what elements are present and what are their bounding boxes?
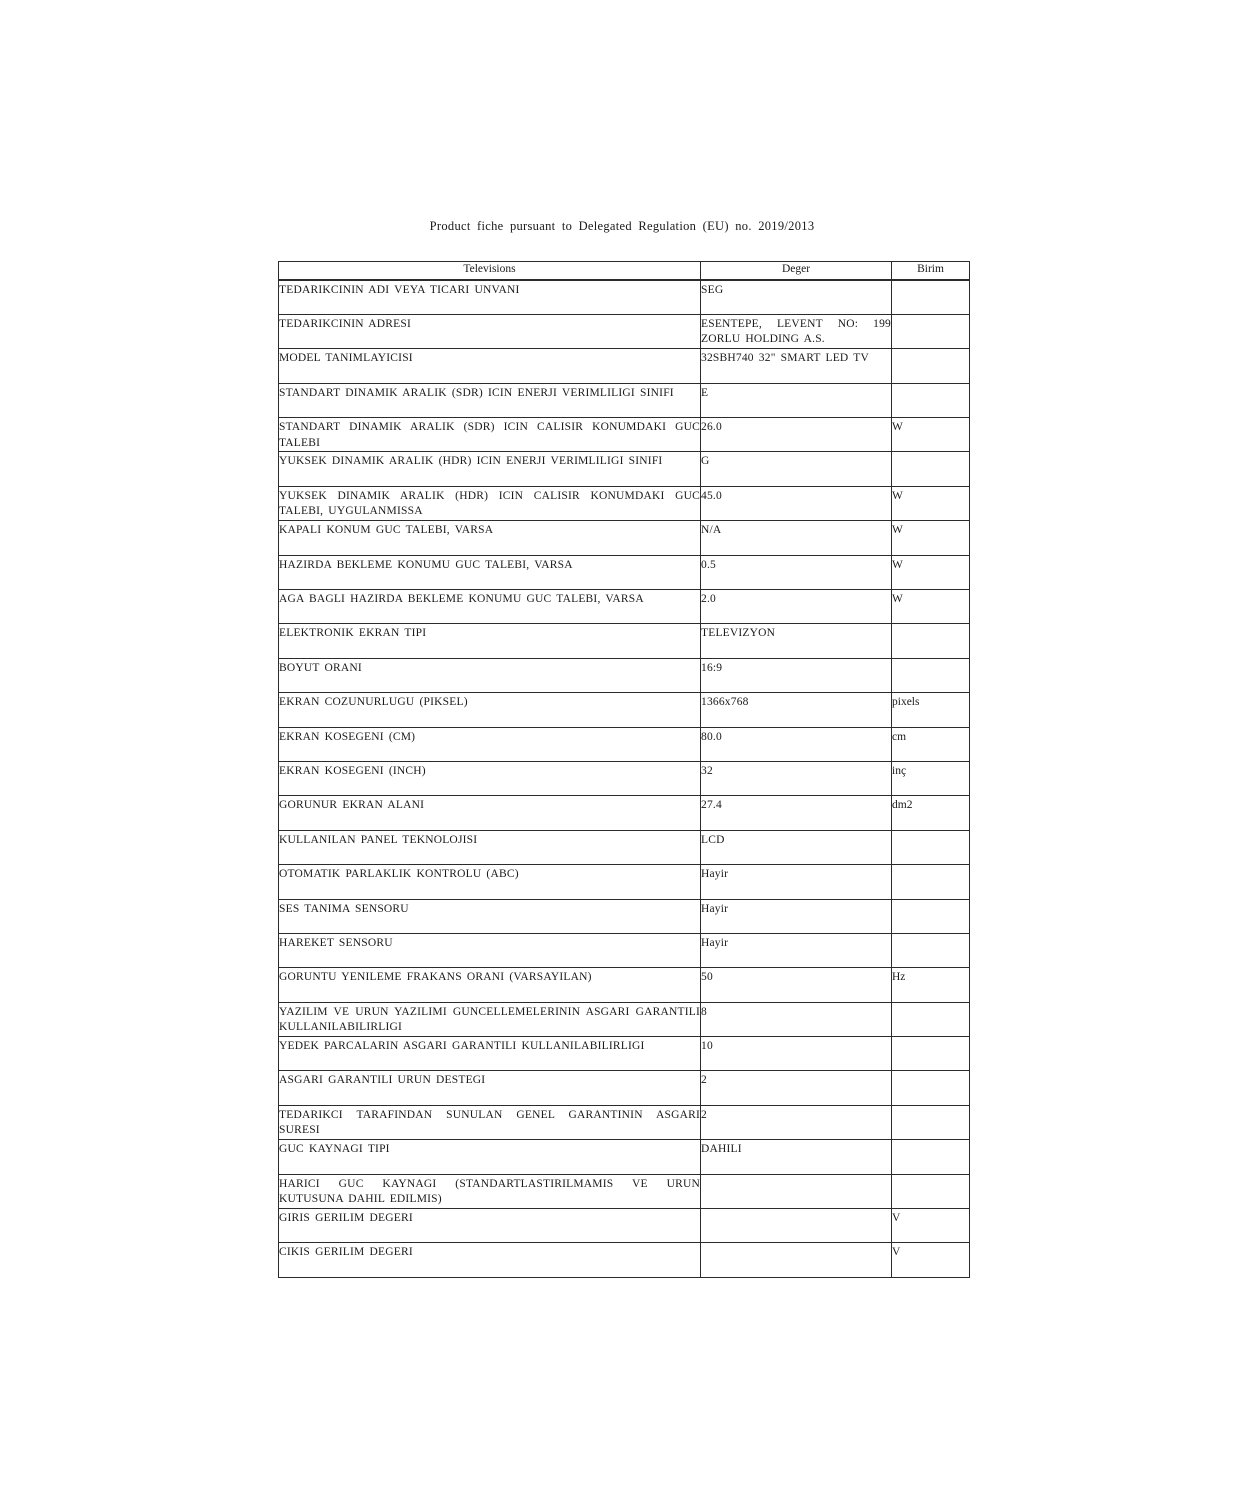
row-label — [279, 658, 701, 692]
row-label — [279, 1174, 701, 1208]
row-unit — [892, 1209, 970, 1243]
row-value — [701, 280, 892, 314]
row-value — [701, 1209, 892, 1243]
row-label — [279, 1002, 701, 1036]
table-row — [279, 452, 970, 486]
row-label-text: GUC KAYNAGI TIPI — [279, 1143, 390, 1156]
row-value-text: 16:9 — [701, 661, 723, 674]
row-label-text: SES TANIMA SENSORU — [279, 902, 409, 915]
row-label — [279, 452, 701, 486]
row-value-text: 32 — [701, 764, 713, 777]
row-value-text: 27.4 — [701, 799, 722, 812]
row-unit — [892, 624, 970, 658]
row-unit — [892, 1037, 970, 1071]
row-unit — [892, 486, 970, 520]
row-label-text: CIKIS GERILIM DEGERI — [279, 1246, 413, 1259]
row-value — [701, 796, 892, 830]
table-row — [279, 280, 970, 314]
row-label — [279, 796, 701, 830]
row-label-text: GORUNUR EKRAN ALANI — [279, 799, 425, 812]
row-label-text: STANDART DINAMIK ARALIK (SDR) ICIN ENERJI VERIMLILIGI SINIFI — [279, 386, 674, 399]
row-label — [279, 1105, 701, 1139]
row-unit-text — [892, 1140, 969, 1142]
table-row — [279, 349, 970, 383]
row-value — [701, 933, 892, 967]
row-unit — [892, 761, 970, 795]
row-unit-text — [892, 1003, 969, 1005]
row-unit — [892, 1174, 970, 1208]
row-label-text: HARICI GUC KAYNAGI (STANDARTLASTIRILMAMIS VE URUN KUTUSUNA DAHIL EDILMIS) — [279, 1177, 700, 1206]
row-unit-text: Hz — [892, 971, 906, 984]
row-unit — [892, 521, 970, 555]
row-label-text: YUKSEK DINAMIK ARALIK (HDR) ICIN CALISIR KONUMDAKI GUC TALEBI, UYGULANMISSA — [279, 489, 700, 518]
row-value-text: G — [701, 455, 710, 468]
table-row — [279, 933, 970, 967]
row-unit — [892, 1243, 970, 1277]
header-deger: Deger — [701, 262, 892, 281]
row-value-text: 2.0 — [701, 593, 716, 606]
row-label-text: OTOMATIK PARLAKLIK KONTROLU (ABC) — [279, 868, 519, 881]
table-row — [279, 1209, 970, 1243]
row-value — [701, 349, 892, 383]
row-value-text — [701, 1243, 891, 1245]
row-value-text: Hayir — [701, 902, 729, 915]
table-row — [279, 899, 970, 933]
row-value — [701, 1105, 892, 1139]
row-unit-text — [892, 900, 969, 902]
row-label-text: YEDEK PARCALARIN ASGARI GARANTILI KULLANILABILIRLIGI — [279, 1040, 645, 1053]
row-label — [279, 349, 701, 383]
row-unit — [892, 693, 970, 727]
row-label-text: KULLANILAN PANEL TEKNOLOJISI — [279, 833, 478, 846]
row-value-text: 45.0 — [701, 489, 722, 502]
row-unit-text — [892, 281, 969, 283]
row-label — [279, 521, 701, 555]
row-unit-text: W — [892, 558, 903, 571]
document-title: Product fiche pursuant to Delegated Regulation (EU) no. 2019/2013 — [429, 219, 815, 233]
row-label — [279, 693, 701, 727]
row-unit — [892, 1002, 970, 1036]
row-label — [279, 933, 701, 967]
row-label — [279, 590, 701, 624]
row-label-text: TEDARIKCI TARAFINDAN SUNULAN GENEL GARANTININ ASGARI SURESI — [279, 1108, 700, 1137]
table-row — [279, 624, 970, 658]
row-label-text: ASGARI GARANTILI URUN DESTEGI — [279, 1074, 486, 1087]
row-value-text: Hayir — [701, 936, 729, 949]
row-value — [701, 830, 892, 864]
row-label — [279, 830, 701, 864]
row-unit-text: V — [892, 1246, 901, 1259]
row-unit — [892, 899, 970, 933]
row-label — [279, 418, 701, 452]
row-label-text: KAPALI KONUM GUC TALEBI, VARSA — [279, 524, 494, 537]
row-value-text: LCD — [701, 833, 725, 846]
row-value-text — [701, 1175, 891, 1177]
row-unit-text: W — [892, 593, 903, 606]
row-label-text: YAZILIM VE URUN YAZILIMI GUNCELLEMELERININ ASGARI GARANTILI KULLANILABILIRLIGI — [279, 1005, 700, 1034]
row-value — [701, 383, 892, 417]
row-value-text: ESENTEPE, LEVENT NO: 199 ZORLU HOLDING A.S. — [701, 317, 891, 346]
row-value-text: Hayir — [701, 868, 729, 881]
row-unit — [892, 590, 970, 624]
row-unit-text — [892, 1106, 969, 1108]
row-unit — [892, 658, 970, 692]
row-unit — [892, 727, 970, 761]
row-value-text: 2 — [701, 1074, 707, 1087]
row-label-text: HAREKET SENSORU — [279, 936, 393, 949]
row-label-text: AGA BAGLI HAZIRDA BEKLEME KONUMU GUC TALEBI, VARSA — [279, 593, 644, 606]
row-value — [701, 1037, 892, 1071]
row-label-text: MODEL TANIMLAYICISI — [279, 352, 413, 365]
row-unit-text: pixels — [892, 696, 920, 709]
product-fiche-table — [278, 261, 970, 1278]
table-row — [279, 727, 970, 761]
row-unit-text: W — [892, 524, 903, 537]
row-label — [279, 314, 701, 348]
row-unit-text — [892, 1037, 969, 1039]
row-unit — [892, 314, 970, 348]
row-value — [701, 452, 892, 486]
table-row — [279, 418, 970, 452]
table-row — [279, 796, 970, 830]
row-unit-text — [892, 934, 969, 936]
row-unit — [892, 1105, 970, 1139]
row-unit — [892, 418, 970, 452]
row-unit — [892, 349, 970, 383]
row-unit — [892, 830, 970, 864]
row-unit-text — [892, 659, 969, 661]
header-birim: Birim — [892, 262, 970, 281]
row-value-text: 10 — [701, 1040, 713, 1053]
row-value-text: 50 — [701, 971, 713, 984]
row-label — [279, 1243, 701, 1277]
row-value — [701, 761, 892, 795]
row-value-text: 32SBH740 32" SMART LED TV — [701, 352, 870, 365]
row-unit-text: V — [892, 1212, 901, 1225]
row-label-text: EKRAN KOSEGENI (CM) — [279, 730, 416, 743]
row-unit-text — [892, 624, 969, 626]
row-unit-text — [892, 384, 969, 386]
row-value-text: 1366x768 — [701, 696, 749, 709]
row-value — [701, 1140, 892, 1174]
row-unit — [892, 933, 970, 967]
table-row — [279, 1037, 970, 1071]
row-value — [701, 899, 892, 933]
row-unit-text — [892, 865, 969, 867]
row-label — [279, 1071, 701, 1105]
table-header-row — [279, 262, 970, 281]
row-label — [279, 865, 701, 899]
row-value-text: SEG — [701, 284, 724, 296]
row-label — [279, 968, 701, 1002]
row-label — [279, 899, 701, 933]
table-row — [279, 1174, 970, 1208]
row-value-text: N/A — [701, 524, 722, 537]
row-unit-text — [892, 452, 969, 454]
row-value — [701, 1002, 892, 1036]
table-row — [279, 830, 970, 864]
row-value — [701, 314, 892, 348]
row-label-text: BOYUT ORANI — [279, 661, 362, 674]
row-label — [279, 486, 701, 520]
row-label-text: TEDARIKCININ ADI VEYA TICARI UNVANI — [279, 284, 520, 296]
row-value — [701, 418, 892, 452]
row-value — [701, 1174, 892, 1208]
row-value-text: 0.5 — [701, 558, 716, 571]
row-label — [279, 727, 701, 761]
row-value — [701, 968, 892, 1002]
row-value — [701, 486, 892, 520]
table-row — [279, 1002, 970, 1036]
row-value-text: TELEVIZYON — [701, 627, 776, 640]
table-row — [279, 1243, 970, 1277]
row-label-text: GORUNTU YENILEME FRAKANS ORANI (VARSAYILAN) — [279, 971, 592, 984]
table-row — [279, 590, 970, 624]
header-televisions: Televisions — [279, 262, 701, 281]
row-label-text: STANDART DINAMIK ARALIK (SDR) ICIN CALISIR KONUMDAKI GUC TALEBI — [279, 421, 700, 449]
table-row — [279, 1105, 970, 1139]
row-label-text: YUKSEK DINAMIK ARALIK (HDR) ICIN ENERJI VERIMLILIGI SINIFI — [279, 455, 663, 468]
row-value-text: 80.0 — [701, 730, 722, 743]
row-value — [701, 624, 892, 658]
row-unit-text — [892, 831, 969, 833]
row-value-text: DAHILI — [701, 1143, 742, 1156]
row-label-text: HAZIRDA BEKLEME KONUMU GUC TALEBI, VARSA — [279, 558, 573, 571]
table-row — [279, 968, 970, 1002]
row-label — [279, 280, 701, 314]
row-unit-text — [892, 349, 969, 351]
row-value — [701, 865, 892, 899]
row-unit-text — [892, 1071, 969, 1073]
table-row — [279, 555, 970, 589]
row-unit-text — [892, 1175, 969, 1177]
row-label — [279, 383, 701, 417]
row-unit — [892, 383, 970, 417]
row-label-text: EKRAN COZUNURLUGU (PIKSEL) — [279, 696, 468, 709]
table-row — [279, 865, 970, 899]
row-unit-text: W — [892, 489, 903, 502]
row-value-text: 2 — [701, 1108, 707, 1121]
table-row — [279, 486, 970, 520]
row-value-text: 8 — [701, 1005, 707, 1018]
row-unit — [892, 1071, 970, 1105]
row-label — [279, 1140, 701, 1174]
table-row — [279, 693, 970, 727]
table-row — [279, 1071, 970, 1105]
row-unit-text — [892, 315, 969, 317]
row-value — [701, 1071, 892, 1105]
row-unit — [892, 796, 970, 830]
row-value — [701, 555, 892, 589]
row-value-text: E — [701, 386, 709, 399]
row-unit — [892, 1140, 970, 1174]
row-unit — [892, 280, 970, 314]
row-value-text — [701, 1209, 891, 1211]
row-label — [279, 555, 701, 589]
row-label — [279, 1037, 701, 1071]
table-row — [279, 521, 970, 555]
row-unit-text: W — [892, 421, 903, 434]
row-unit-text: cm — [892, 730, 907, 743]
row-unit — [892, 555, 970, 589]
row-label-text: TEDARIKCININ ADRESI — [279, 317, 411, 330]
row-label-text: ELEKTRONIK EKRAN TIPI — [279, 627, 427, 640]
row-label — [279, 624, 701, 658]
row-value-text: 26.0 — [701, 421, 722, 434]
row-value — [701, 693, 892, 727]
table-row — [279, 761, 970, 795]
row-label — [279, 761, 701, 795]
row-unit-text: inç — [892, 764, 907, 777]
table-row — [279, 314, 970, 348]
row-value — [701, 727, 892, 761]
row-label — [279, 1209, 701, 1243]
table-row — [279, 658, 970, 692]
row-label-text: EKRAN KOSEGENI (INCH) — [279, 764, 426, 777]
row-unit-text: dm2 — [892, 799, 913, 812]
row-unit — [892, 865, 970, 899]
row-value — [701, 521, 892, 555]
row-value — [701, 658, 892, 692]
row-value — [701, 1243, 892, 1277]
table-row — [279, 1140, 970, 1174]
row-label-text: GIRIS GERILIM DEGERI — [279, 1212, 413, 1225]
row-unit — [892, 968, 970, 1002]
row-unit — [892, 452, 970, 486]
row-value — [701, 590, 892, 624]
table-row — [279, 383, 970, 417]
